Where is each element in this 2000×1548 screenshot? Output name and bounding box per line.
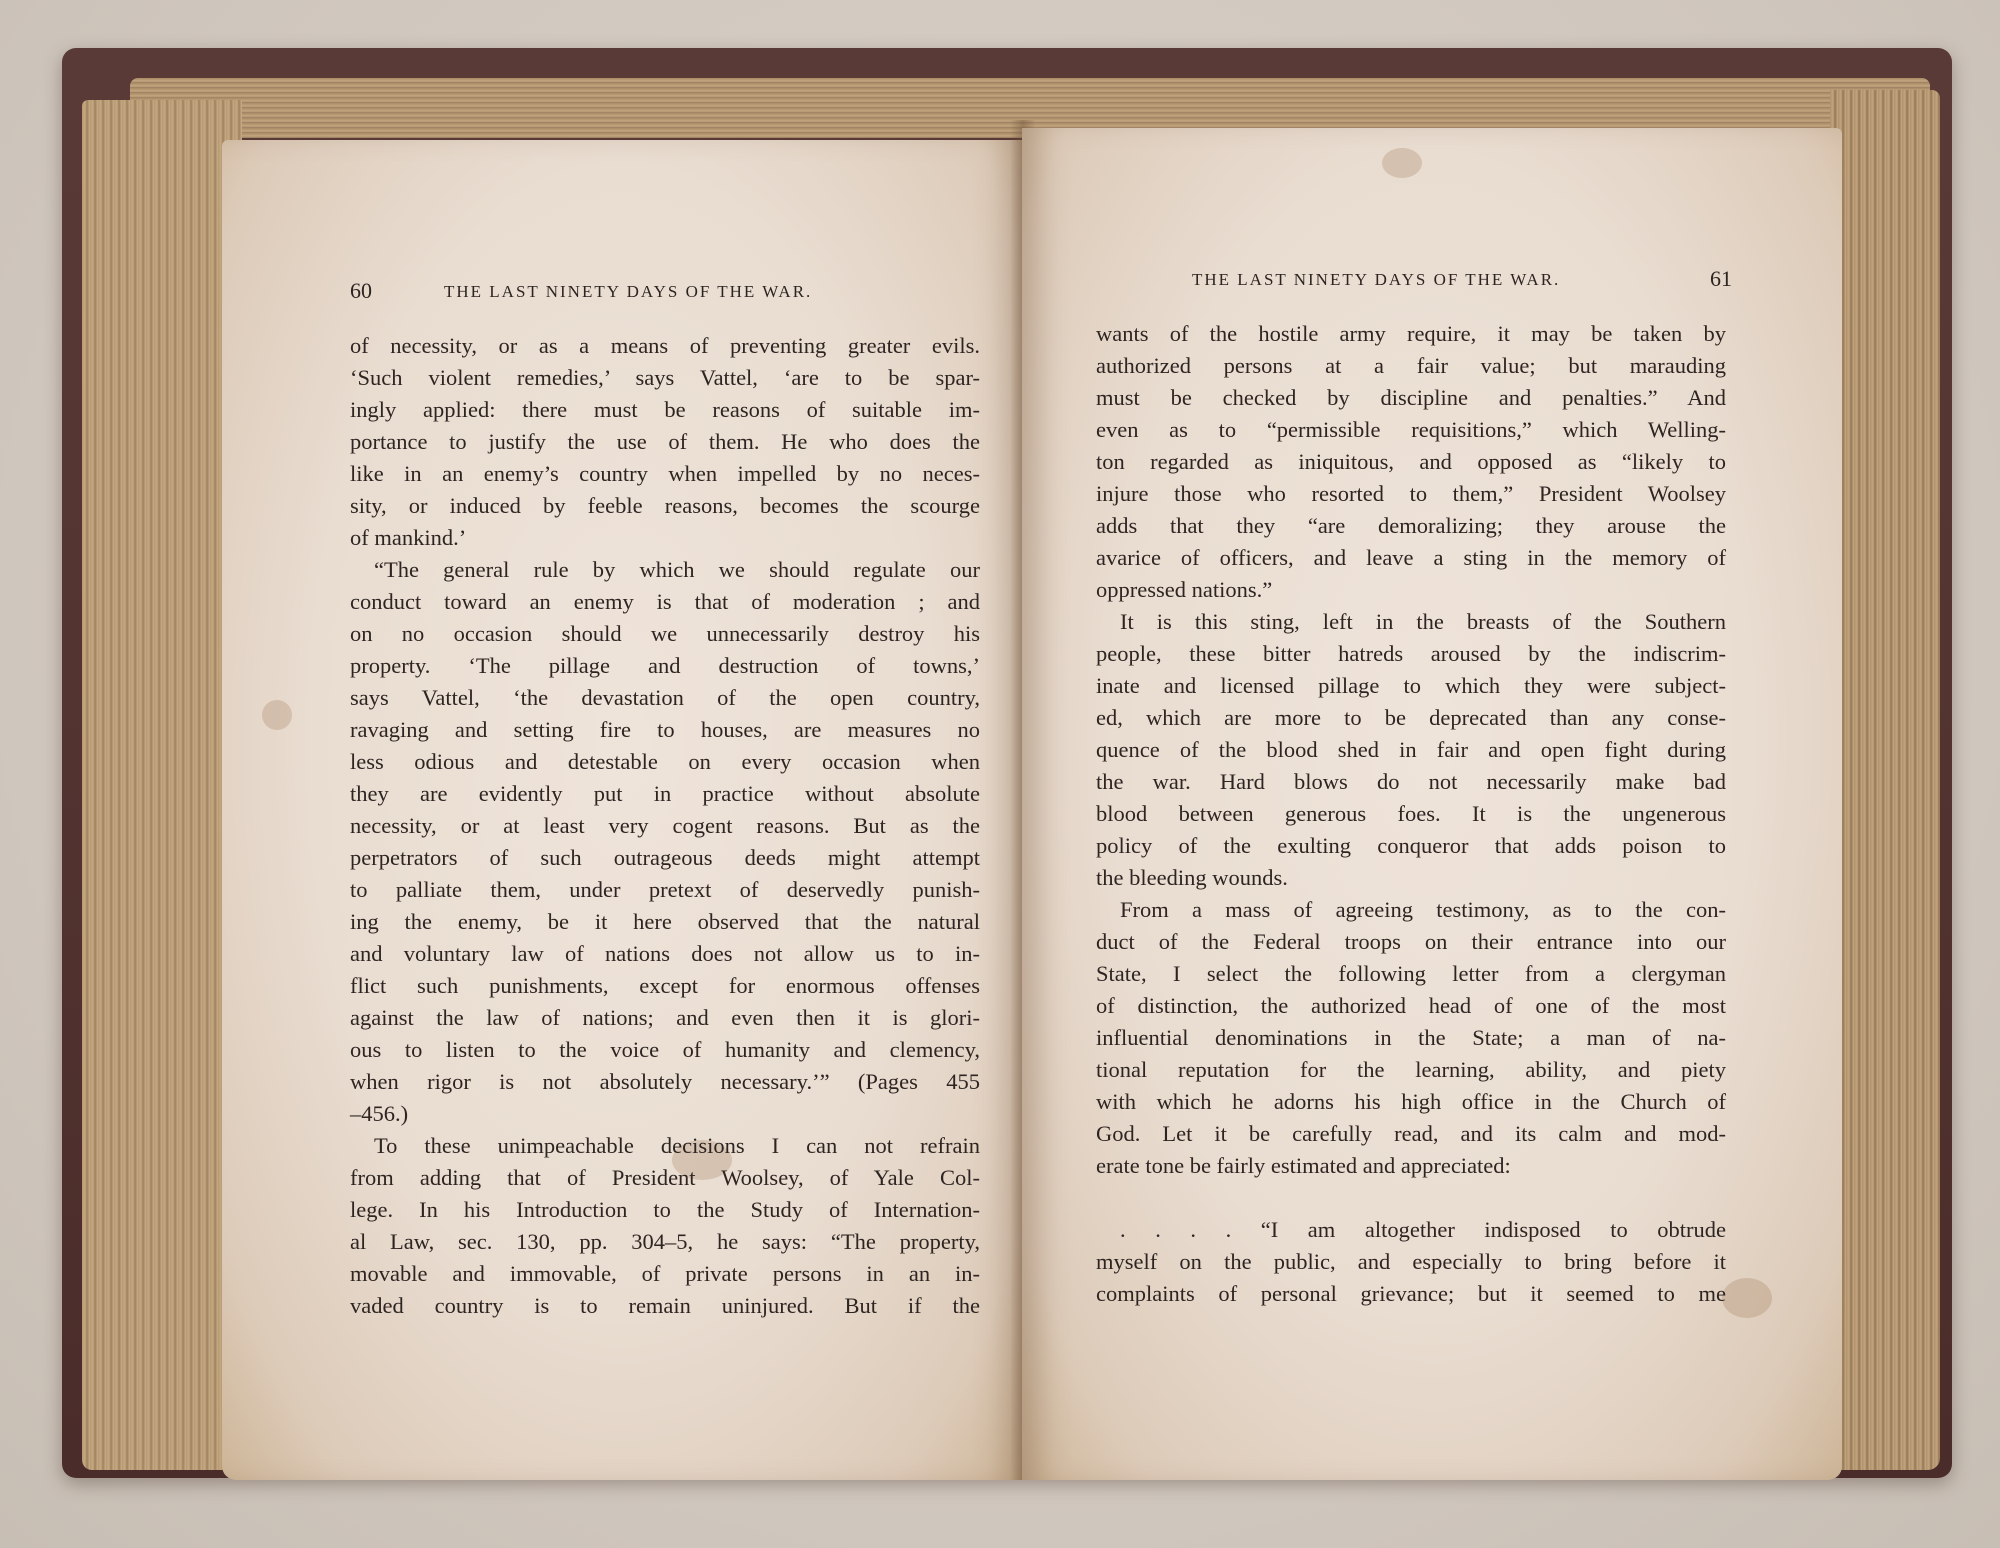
text-line: blood between generous foes. It is the ungenerous [1096, 801, 1726, 826]
text-line: adds that they “are demoralizing; they arouse the [1096, 513, 1726, 538]
text-line: and voluntary law of nations does not allow us to in- [350, 941, 980, 966]
text-line: ous to listen to the voice of humanity and clemency, [350, 1037, 980, 1062]
running-head-title: THE LAST NINETY DAYS OF THE WAR. [444, 282, 813, 301]
text-line: of necessity, or as a means of preventing greater evils. [350, 333, 980, 358]
text-line: State, I select the following letter from a clergyman [1096, 961, 1726, 986]
text-line: less odious and detestable on every occasion when [350, 749, 980, 774]
text-line: even as to “permissible requisitions,” which Welling- [1096, 417, 1726, 442]
text-line: ed, which are more to be deprecated than any conse- [1096, 705, 1726, 730]
body-text [350, 330, 980, 1322]
text-line: influential denominations in the State; a man of na- [1096, 1025, 1726, 1050]
text-line: –456.) [350, 1101, 409, 1126]
text-line: “The general rule by which we should regulate our [374, 557, 980, 582]
text-line: property. ‘The pillage and destruction of towns,’ [350, 653, 980, 678]
page-number: 60 [350, 278, 372, 303]
text-line: To these unimpeachable decisions I can not refrain [374, 1133, 980, 1158]
page-edges-left [82, 100, 242, 1470]
text-line: portance to justify the use of them. He who does the [350, 429, 980, 454]
text-line: must be checked by discipline and penalties.” And [1096, 385, 1726, 410]
text-line: ‘Such violent remedies,’ says Vattel, ‘are to be spar- [350, 365, 980, 390]
text-line: perpetrators of such outrageous deeds might attempt [350, 845, 980, 870]
body-text [1096, 318, 1726, 1310]
text-line: ingly applied: there must be reasons of suitable im- [350, 397, 980, 422]
text-line: of distinction, the authorized head of one of the most [1096, 993, 1726, 1018]
text-line: injure those who resorted to them,” President Woolsey [1096, 481, 1726, 506]
text-line: necessity, or at least very cogent reasons. But as the [350, 813, 980, 838]
text-line: of mankind.’ [350, 525, 467, 550]
running-head-title: THE LAST NINETY DAYS OF THE WAR. [1192, 270, 1561, 289]
text-line: tional reputation for the learning, ability, and piety [1096, 1057, 1726, 1082]
text-line: myself on the public, and especially to bring before it [1096, 1249, 1726, 1274]
text-line: oppressed nations.” [1096, 577, 1273, 602]
text-line: lege. In his Introduction to the Study of Internation- [350, 1197, 980, 1222]
text-line: From a mass of agreeing testimony, as to the con- [1120, 897, 1726, 922]
text-line: God. Let it be carefully read, and its calm and mod- [1096, 1121, 1726, 1146]
text-line: al Law, sec. 130, pp. 304–5, he says: “The property, [350, 1229, 980, 1254]
text-line: . . . . “I am altogether indisposed to obtrude [1120, 1217, 1726, 1242]
text-line: flict such punishments, except for enormous offenses [350, 973, 980, 998]
page-number: 61 [1710, 266, 1732, 291]
text-line: movable and immovable, of private persons in an in- [350, 1261, 980, 1286]
text-line: conduct toward an enemy is that of moderation ; and [350, 589, 980, 614]
text-line: ing the enemy, be it here observed that the natural [350, 909, 980, 934]
running-head [222, 278, 1022, 308]
text-line: complaints of personal grievance; but it seemed to me [1096, 1281, 1726, 1306]
text-line: quence of the blood shed in fair and open fight during [1096, 737, 1726, 762]
text-line: against the law of nations; and even then it is glori- [350, 1005, 980, 1030]
right-page [1022, 128, 1842, 1480]
text-line: from adding that of President Woolsey, of Yale Col- [350, 1165, 980, 1190]
text-line: ravaging and setting fire to houses, are measures no [350, 717, 980, 742]
text-line: wants of the hostile army require, it may be taken by [1096, 321, 1726, 346]
text-line: to palliate them, under pretext of deservedly punish- [350, 877, 980, 902]
text-line: inate and licensed pillage to which they were subject- [1096, 673, 1726, 698]
text-line: policy of the exulting conqueror that adds poison to [1096, 833, 1726, 858]
left-page [222, 140, 1022, 1480]
text-line: avarice of officers, and leave a sting in the memory of [1096, 545, 1726, 570]
running-head [1022, 266, 1842, 296]
text-line: like in an enemy’s country when impelled by no neces- [350, 461, 980, 486]
paragraph-spacer [1096, 1182, 1726, 1214]
text-line: vaded country is to remain uninjured. But if the [350, 1293, 980, 1318]
text-line: people, these bitter hatreds aroused by the indiscrim- [1096, 641, 1726, 666]
text-line: sity, or induced by feeble reasons, becomes the scourge [350, 493, 980, 518]
text-line: they are evidently put in practice without absolute [350, 781, 980, 806]
text-line: It is this sting, left in the breasts of the Southern [1120, 609, 1726, 634]
text-line: says Vattel, ‘the devastation of the open country, [350, 685, 980, 710]
text-line: authorized persons at a fair value; but marauding [1096, 353, 1726, 378]
stain [262, 700, 292, 730]
page-edges-right [1830, 90, 1940, 1470]
text-line: erate tone be fairly estimated and appreciated: [1096, 1153, 1511, 1178]
text-line: on no occasion should we unnecessarily destroy his [350, 621, 980, 646]
text-line: duct of the Federal troops on their entrance into our [1096, 929, 1726, 954]
stain [1382, 148, 1422, 178]
text-line: with which he adorns his high office in the Church of [1096, 1089, 1726, 1114]
text-line: when rigor is not absolutely necessary.’” (Pages 455 [350, 1069, 980, 1094]
text-line: ton regarded as iniquitous, and opposed as “likely to [1096, 449, 1726, 474]
text-line: the bleeding wounds. [1096, 865, 1288, 890]
text-line: the war. Hard blows do not necessarily make bad [1096, 769, 1726, 794]
stain [1722, 1278, 1772, 1318]
